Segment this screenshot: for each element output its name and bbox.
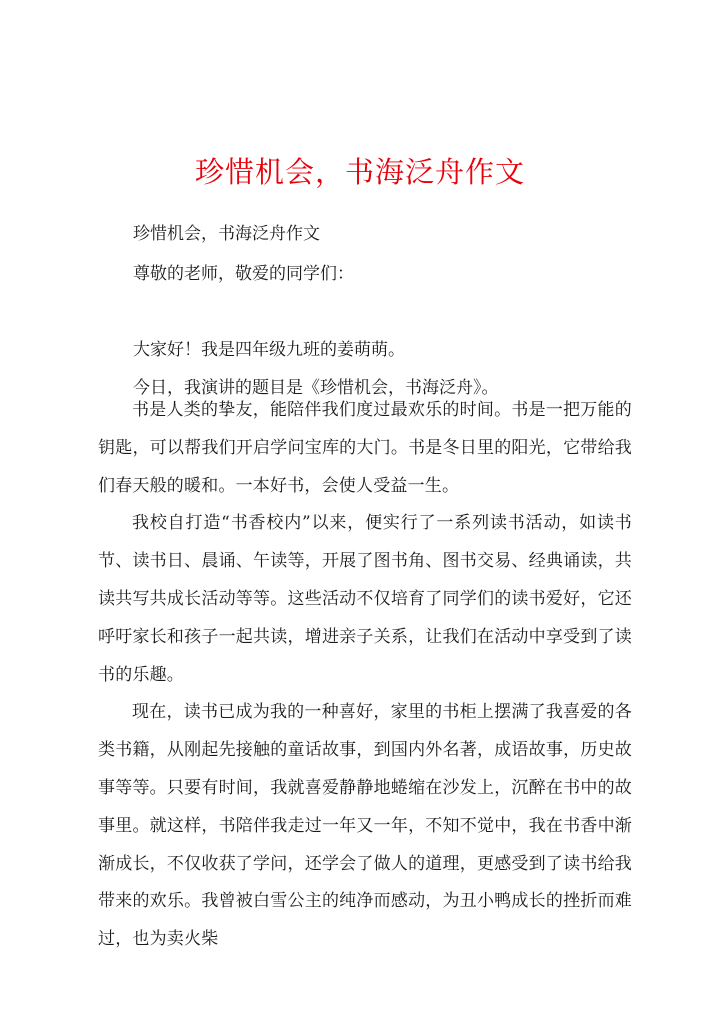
document-body — [98, 392, 632, 959]
speech-topic: 今日，我演讲的题目是《珍惜机会，书海泛舟》。 — [133, 378, 499, 398]
paragraph: 现在，读书已成为我的一种喜好，家里的书柜上摆满了我喜爱的各类书籍，从刚起先接触的童话故事，到国内外名著，成语故事，历史故事等等。只要有时间，我就喜爱静静地蜷缩在沙发上，沉醉在书中的故事里。就这样，书陪伴我走过一年又一年，不知不觉中，我在书香中渐渐成长，不仅收获了学问，还学会了做人的道理，更感受到了读书给我带来的欢乐。我曾被白雪公主的纯净而感动，为丑小鸭成长的挫折而难过，也为卖火柴 — [98, 702, 632, 950]
paragraph: 我校自打造“书香校内”以来，便实行了一系列读书活动，如读书节、读书日、晨诵、午读等，开展了图书角、图书交易、经典诵读，共读共写共成长活动等等。这些活动不仅培育了同学们的读书爱好，它还呼吁家长和孩子一起共读，增进亲子关系，让我们在活动中享受到了读书的乐趣。 — [98, 513, 632, 685]
greeting: 大家好！我是四年级九班的姜萌萌。 — [133, 340, 405, 360]
document-title: 珍惜机会，书海泛舟作文 — [194, 155, 525, 189]
salutation: 尊敬的老师，敬爱的同学们： — [133, 264, 354, 284]
document-subtitle: 珍惜机会，书海泛舟作文 — [133, 224, 320, 244]
paragraph: 书是人类的挚友，能陪伴我们度过最欢乐的时间。书是一把万能的钥匙，可以帮我们开启学问宝库的大门。书是冬日里的阳光，它带给我们春天般的暖和。一本好书，会使人受益一生。 — [98, 400, 632, 496]
